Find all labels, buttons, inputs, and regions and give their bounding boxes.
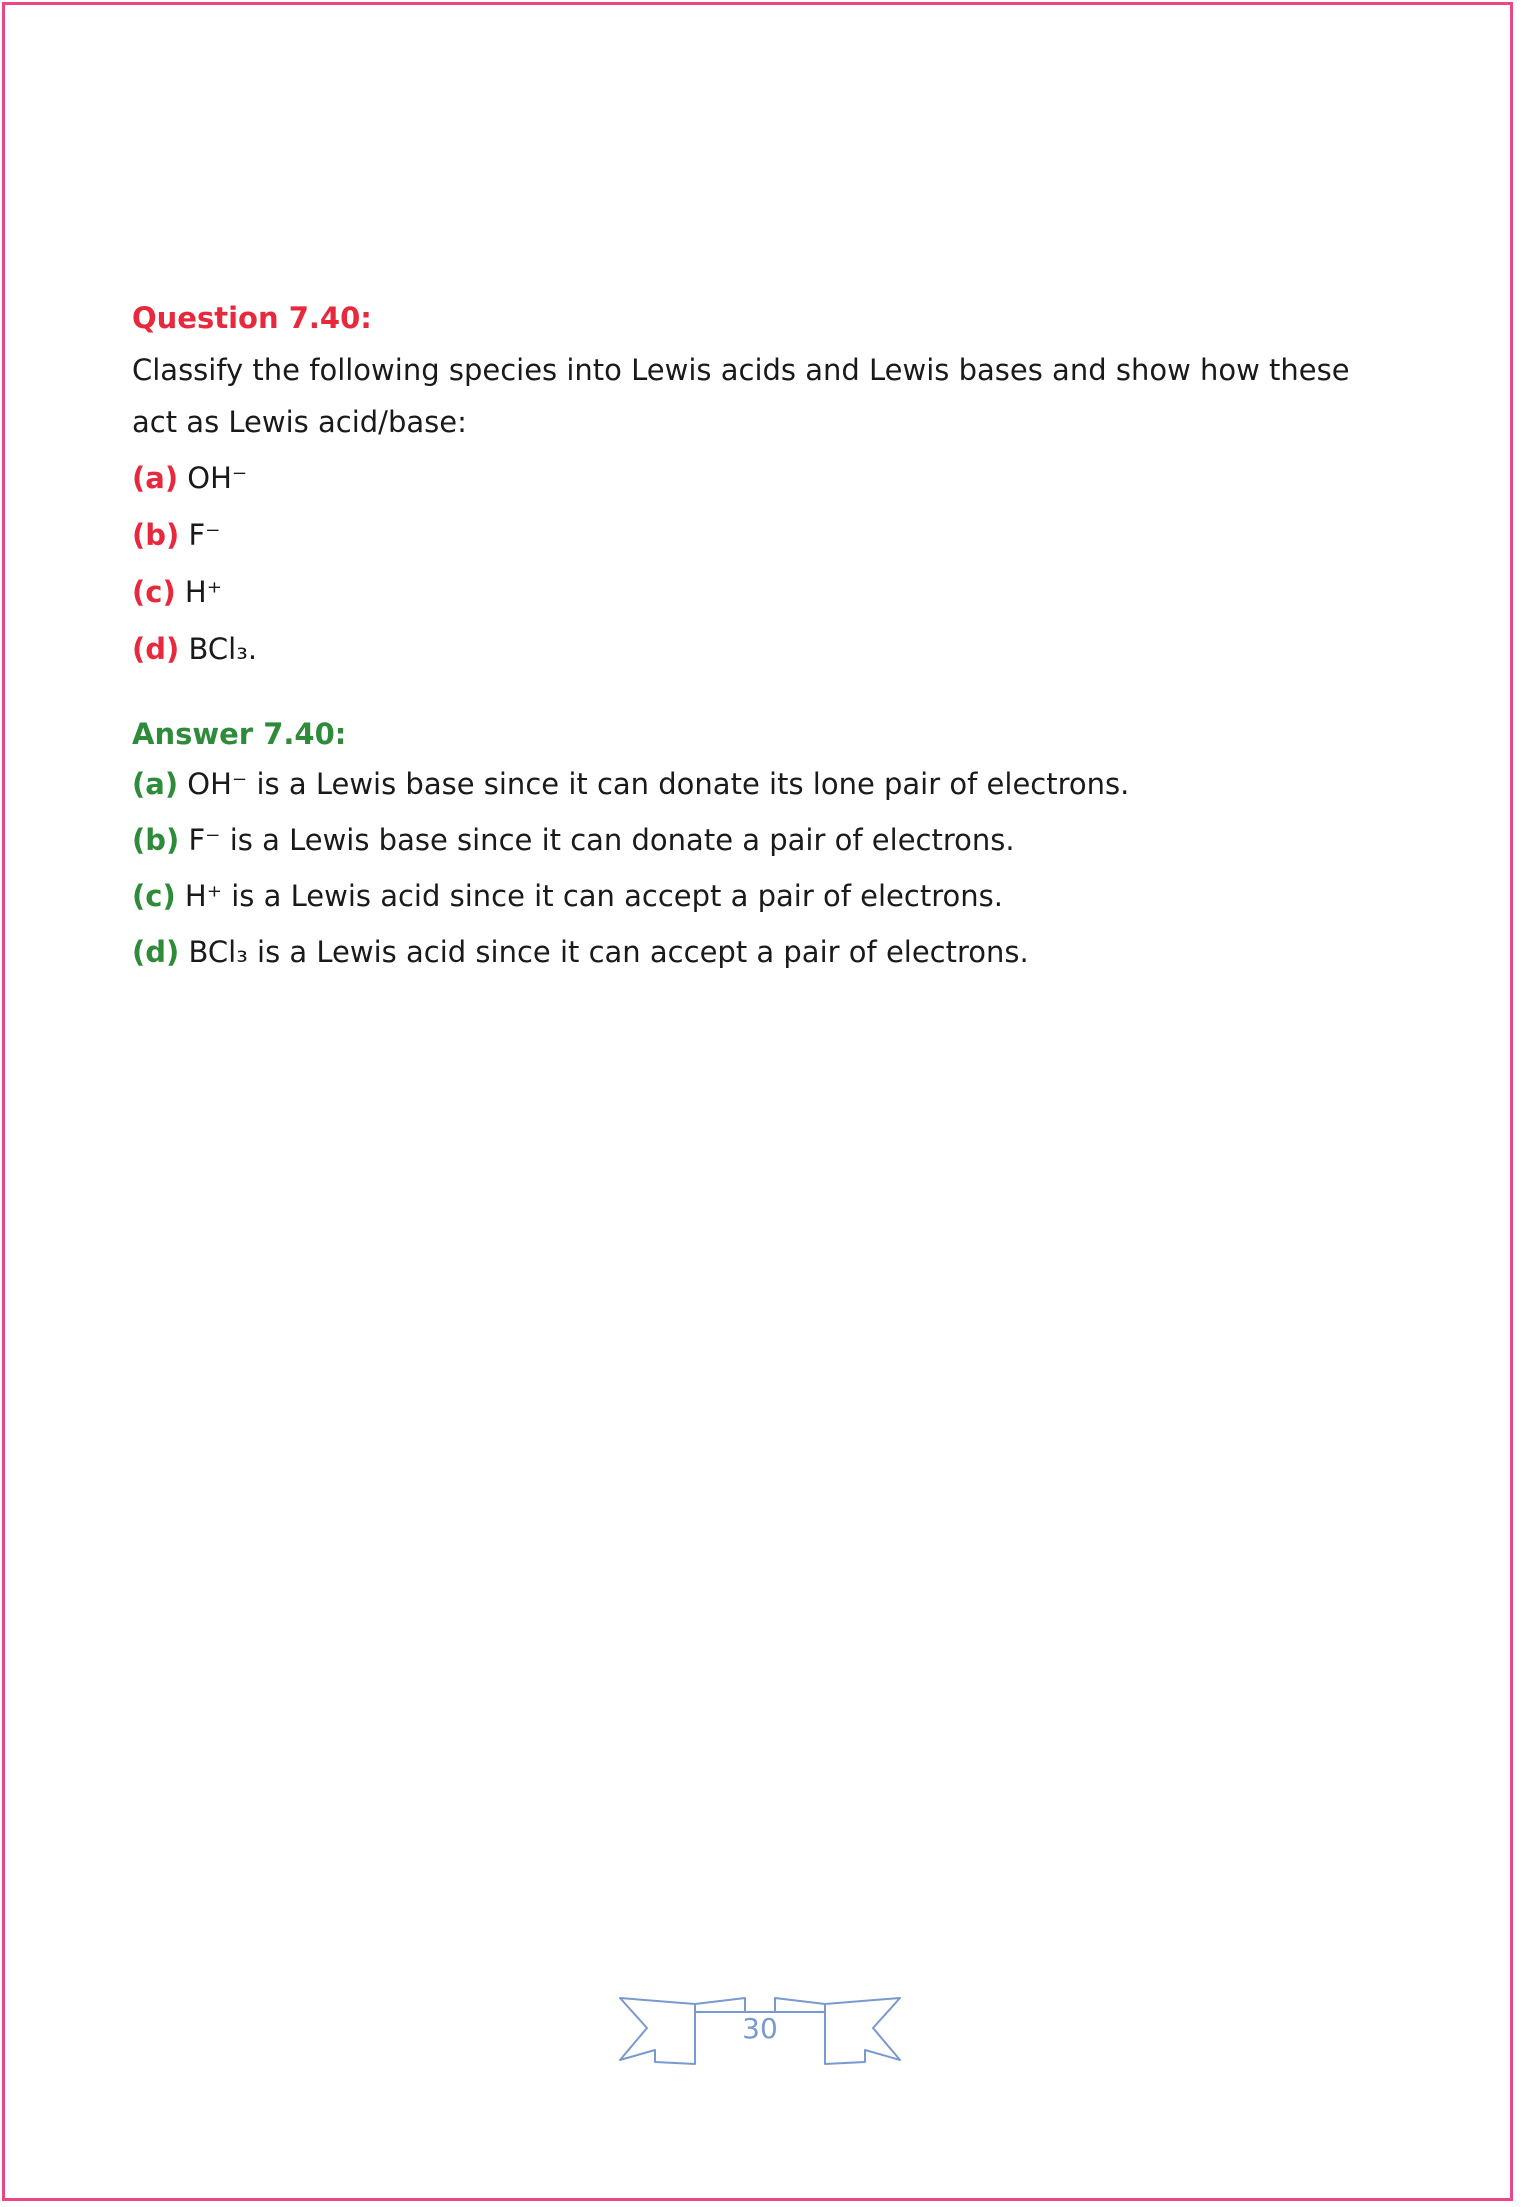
answer-item-b — [132, 812, 1392, 868]
question-heading: Question 7.40: — [132, 301, 372, 335]
question-item-label: (a) — [132, 461, 179, 495]
page-content — [132, 296, 1392, 980]
answer-item-label: (c) — [132, 879, 176, 913]
question-item-b — [132, 507, 1392, 564]
answer-item-text: BCl₃ is a Lewis acid since it can accept a pair of electrons. — [188, 935, 1029, 969]
question-item-text: H⁺ — [184, 575, 223, 609]
question-item-label: (d) — [132, 632, 180, 666]
question-item-label: (b) — [132, 518, 180, 552]
page-number: 30 — [742, 2012, 778, 2045]
page-footer — [615, 1990, 905, 2070]
answer-item-label: (d) — [132, 935, 180, 969]
answer-heading: Answer 7.40: — [132, 717, 347, 751]
answer-item-c — [132, 868, 1392, 924]
answer-item-label: (b) — [132, 823, 180, 857]
question-item-text: BCl₃. — [188, 632, 258, 666]
answer-item-text: F⁻ is a Lewis base since it can donate a pair of electrons. — [188, 823, 1015, 857]
question-item-c — [132, 564, 1392, 621]
question-text: Classify the following species into Lewis acids and Lewis bases and show how these act as Lewis acid/base: — [132, 353, 1350, 439]
question-item-label: (c) — [132, 575, 176, 609]
question-item-text: OH⁻ — [187, 461, 248, 495]
question-item-d — [132, 621, 1392, 678]
answer-item-text: H⁺ is a Lewis acid since it can accept a pair of electrons. — [184, 879, 1003, 913]
question-item-a — [132, 450, 1392, 507]
answer-item-d — [132, 924, 1392, 980]
question-item-text: F⁻ — [188, 518, 221, 552]
answer-item-label: (a) — [132, 767, 179, 801]
answer-item-text: OH⁻ is a Lewis base since it can donate its lone pair of electrons. — [187, 767, 1130, 801]
answer-item-a — [132, 756, 1392, 812]
